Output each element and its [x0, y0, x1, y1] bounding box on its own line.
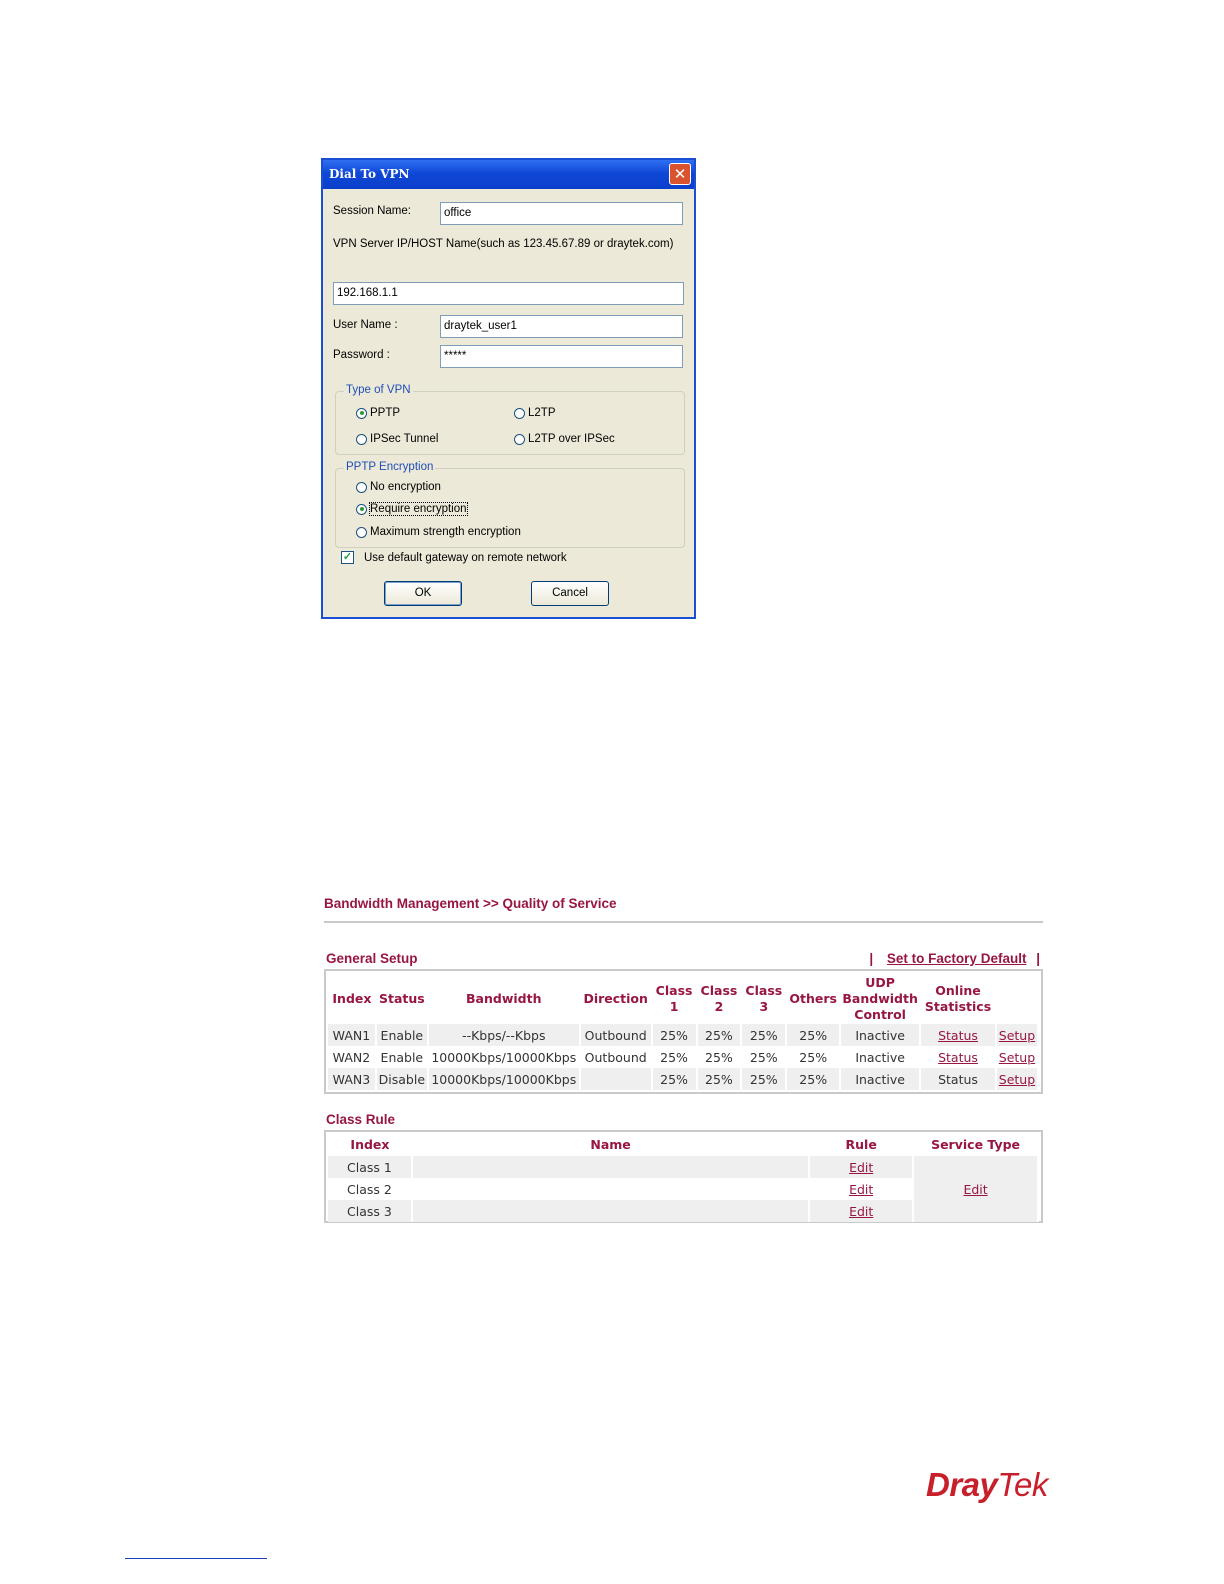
separator: |	[869, 951, 874, 966]
dialog-titlebar[interactable]	[323, 160, 694, 189]
vpn-type-l2tp-over-ipsec-label: L2TP over IPSec	[528, 433, 615, 445]
separator: |	[1036, 951, 1040, 966]
row-status: Enable	[376, 1024, 428, 1046]
col-class1-line2: 1	[669, 999, 679, 1014]
col-class3	[741, 974, 786, 1024]
vpn-type-group	[335, 384, 685, 455]
class-rule-title: Class Rule	[326, 1112, 396, 1127]
row-udp: Inactive	[840, 1046, 920, 1068]
set-factory-default-link[interactable]: Set to Factory Default	[886, 951, 1027, 966]
encryption-maximum-label: Maximum strength encryption	[370, 526, 521, 538]
radio-icon[interactable]	[356, 434, 367, 445]
col-class2	[697, 974, 742, 1024]
vpn-type-legend: Type of VPN	[346, 384, 411, 396]
status-link[interactable]: Status	[938, 1049, 978, 1065]
footnote-rule	[125, 1558, 267, 1559]
session-name-label: Session Name:	[333, 205, 411, 217]
col-class-name: Name	[590, 1137, 631, 1152]
col-udp-line2: Bandwidth	[842, 991, 918, 1006]
row-index: WAN1	[328, 1024, 376, 1046]
radio-icon[interactable]	[356, 527, 367, 538]
row-status: Disable	[376, 1068, 428, 1090]
username-input[interactable]: draytek_user1	[440, 315, 683, 338]
class-row-index: Class 2	[328, 1178, 412, 1200]
col-class3-line2: 3	[759, 999, 769, 1014]
vpn-type-l2tp[interactable]	[514, 407, 556, 419]
factory-default-bar	[869, 951, 1040, 966]
col-direction: Direction	[583, 991, 648, 1006]
status-text-disabled: Status	[920, 1068, 996, 1090]
server-input[interactable]: 192.168.1.1	[333, 282, 684, 305]
cancel-button[interactable]: Cancel	[531, 581, 609, 606]
row-direction	[580, 1068, 652, 1090]
col-status: Status	[378, 991, 425, 1006]
col-online-line1: Online	[935, 983, 981, 998]
table-row	[328, 1156, 1038, 1178]
general-setup-table	[328, 974, 1039, 1090]
col-udp-line3: Control	[854, 1007, 906, 1022]
row-class2: 25%	[697, 1024, 742, 1046]
encryption-none-label: No encryption	[370, 481, 441, 493]
pptp-encryption-group	[335, 461, 685, 548]
class-row-name	[412, 1200, 809, 1222]
general-setup-title: General Setup	[326, 951, 418, 966]
col-class3-line1: Class	[745, 983, 783, 998]
vpn-type-l2tp-over-ipsec[interactable]	[514, 433, 615, 445]
row-class2: 25%	[697, 1046, 742, 1068]
row-direction: Outbound	[580, 1024, 652, 1046]
username-label: User Name :	[333, 319, 398, 331]
encryption-none[interactable]	[356, 481, 441, 493]
row-others: 25%	[786, 1024, 840, 1046]
radio-selected-icon[interactable]	[356, 504, 367, 515]
setup-link[interactable]: Setup	[998, 1071, 1036, 1087]
row-class3: 25%	[741, 1024, 786, 1046]
encryption-maximum[interactable]	[356, 526, 521, 538]
col-online-line2: Statistics	[924, 999, 992, 1014]
class-row-rule	[809, 1178, 913, 1200]
dialog-title: Dial To VPN	[329, 167, 410, 181]
row-udp: Inactive	[840, 1024, 920, 1046]
row-class3: 25%	[741, 1068, 786, 1090]
vpn-type-pptp[interactable]	[356, 407, 400, 419]
col-class1	[652, 974, 697, 1024]
row-stats	[920, 1046, 996, 1068]
encryption-require[interactable]	[356, 503, 467, 515]
ok-button[interactable]: OK	[384, 581, 462, 606]
col-others: Others	[789, 991, 837, 1006]
password-input[interactable]: *****	[440, 345, 683, 368]
class-row-name	[412, 1156, 809, 1178]
row-index: WAN3	[328, 1068, 376, 1090]
col-udp-line1: UDP	[865, 975, 895, 990]
rule-edit-link[interactable]: Edit	[849, 1159, 874, 1175]
setup-link[interactable]: Setup	[998, 1049, 1036, 1065]
radio-icon[interactable]	[514, 434, 525, 445]
default-gateway-label: Use default gateway on remote network	[364, 551, 567, 564]
row-udp: Inactive	[840, 1068, 920, 1090]
class-row-index: Class 1	[328, 1156, 412, 1178]
logo-dray: Dray	[926, 1466, 998, 1503]
col-class2-line1: Class	[700, 983, 738, 998]
col-online	[920, 974, 996, 1024]
row-class2: 25%	[697, 1068, 742, 1090]
server-label: VPN Server IP/HOST Name(such as 123.45.67.89 or draytek.com)	[333, 238, 674, 250]
row-others: 25%	[786, 1046, 840, 1068]
radio-icon[interactable]	[514, 408, 525, 419]
class-rule-table	[328, 1134, 1039, 1222]
close-icon[interactable]: ✕	[669, 163, 691, 185]
vpn-type-pptp-label: PPTP	[370, 407, 401, 419]
col-class-rule: Rule	[845, 1137, 877, 1152]
rule-edit-link[interactable]: Edit	[849, 1181, 874, 1197]
session-name-input[interactable]: office	[440, 202, 683, 225]
vpn-type-l2tp-label: L2TP	[528, 407, 556, 419]
class-row-rule	[809, 1200, 913, 1222]
general-header-row	[328, 974, 1038, 1024]
col-udp	[840, 974, 920, 1024]
row-setup	[996, 1068, 1038, 1090]
class-row-rule	[809, 1156, 913, 1178]
rule-edit-link[interactable]: Edit	[849, 1203, 874, 1219]
col-service-type: Service Type	[931, 1137, 1021, 1152]
class-row-index: Class 3	[328, 1200, 412, 1222]
col-setup	[996, 974, 1038, 1024]
password-label: Password :	[333, 349, 390, 361]
service-type-cell	[913, 1156, 1038, 1222]
checkbox-checked-icon[interactable]: ✓	[342, 551, 353, 563]
status-link[interactable]: Status	[938, 1027, 978, 1043]
row-stats	[920, 1024, 996, 1046]
row-class1: 25%	[652, 1046, 697, 1068]
row-bandwidth: 10000Kbps/10000Kbps	[428, 1068, 580, 1090]
divider	[324, 921, 1043, 923]
col-class1-line1: Class	[655, 983, 693, 998]
draytek-logo	[926, 1466, 1048, 1504]
table-row	[328, 1024, 1038, 1046]
col-index: Index	[332, 991, 372, 1006]
setup-link[interactable]: Setup	[998, 1027, 1036, 1043]
row-status: Enable	[376, 1046, 428, 1068]
class-header-row	[328, 1134, 1038, 1156]
row-bandwidth: --Kbps/--Kbps	[428, 1024, 580, 1046]
radio-icon[interactable]	[356, 482, 367, 493]
table-row	[328, 1046, 1038, 1068]
default-gateway-checkbox-row[interactable]	[341, 551, 567, 564]
vpn-type-ipsec-tunnel[interactable]	[356, 433, 438, 445]
row-index: WAN2	[328, 1046, 376, 1068]
row-class3: 25%	[741, 1046, 786, 1068]
radio-selected-icon[interactable]	[356, 408, 367, 419]
row-direction: Outbound	[580, 1046, 652, 1068]
dial-to-vpn-dialog	[321, 158, 696, 619]
service-type-edit-link[interactable]: Edit	[963, 1181, 988, 1197]
breadcrumb: Bandwidth Management >> Quality of Service	[324, 896, 617, 911]
table-row	[328, 1068, 1038, 1090]
row-setup	[996, 1024, 1038, 1046]
row-class1: 25%	[652, 1024, 697, 1046]
row-bandwidth: 10000Kbps/10000Kbps	[428, 1046, 580, 1068]
row-setup	[996, 1046, 1038, 1068]
vpn-type-ipsec-tunnel-label: IPSec Tunnel	[370, 433, 439, 445]
class-row-name	[412, 1178, 809, 1200]
col-bandwidth: Bandwidth	[466, 991, 542, 1006]
row-class1: 25%	[652, 1068, 697, 1090]
logo-tek: Tek	[997, 1466, 1048, 1503]
row-others: 25%	[786, 1068, 840, 1090]
col-class2-line2: 2	[714, 999, 724, 1014]
col-class-index: Index	[350, 1137, 390, 1152]
encryption-require-label: Require encryption	[370, 503, 467, 515]
pptp-encryption-legend: PPTP Encryption	[346, 461, 434, 473]
